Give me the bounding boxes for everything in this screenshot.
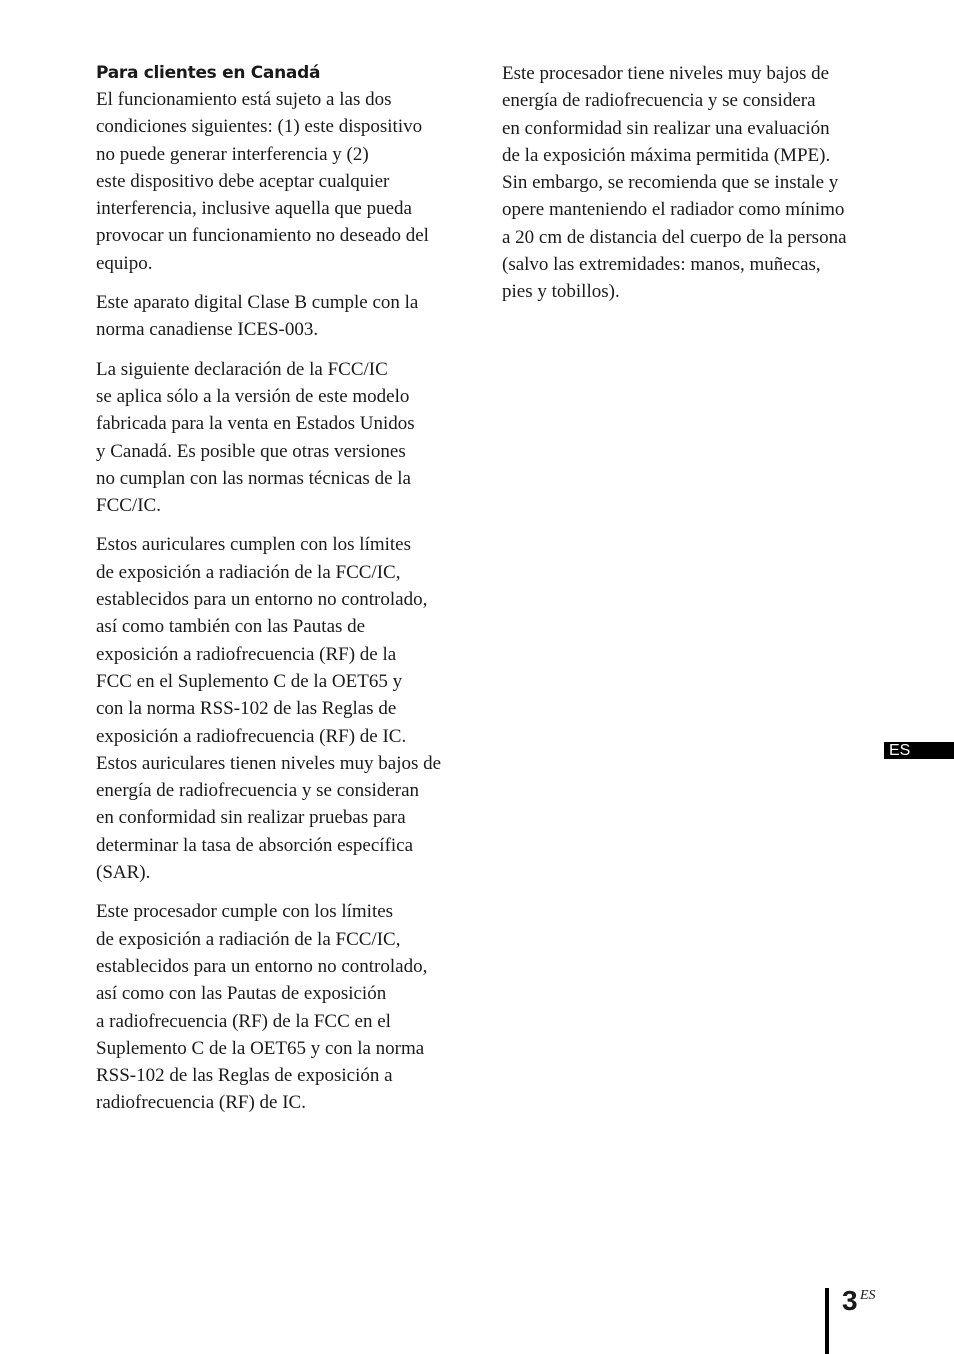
text-line: condiciones siguientes: (1) este dispositivo	[96, 116, 423, 138]
paragraph	[96, 289, 468, 344]
text-line: a 20 cm de distancia del cuerpo de la persona	[502, 226, 847, 248]
text-line: y Canadá. Es posible que otras versiones	[96, 440, 406, 462]
text-line: se aplica sólo a la versión de este modelo	[96, 385, 410, 407]
text-line: Este procesador cumple con los límites	[96, 901, 394, 923]
text-line: a radiofrecuencia (RF) de la FCC en el	[96, 1010, 391, 1032]
text-line: determinar la tasa de absorción específica	[96, 834, 414, 856]
text-line: equipo.	[96, 252, 153, 274]
section-heading: Para clientes en Canadá	[96, 63, 321, 83]
text-line: de la exposición máxima permitida (MPE).	[502, 144, 831, 166]
text-line: de exposición a radiación de la FCC/IC,	[96, 928, 401, 950]
text-line: Este procesador tiene niveles muy bajos de	[502, 63, 830, 84]
text-line: FCC/IC.	[96, 495, 161, 517]
text-line: de exposición a radiación de la FCC/IC,	[96, 561, 401, 583]
right-paragraphs	[502, 60, 882, 306]
text-line: El funcionamiento está sujeto a las dos	[96, 89, 392, 110]
text-line: Este aparato digital Clase B cumple con la	[96, 292, 419, 314]
text-line: opere manteniendo el radiador como mínimo	[502, 199, 845, 221]
text-line: (salvo las extremidades: manos, muñecas,	[502, 254, 821, 276]
paragraph	[96, 356, 468, 520]
text-line: La siguiente declaración de la FCC/IC	[96, 358, 388, 380]
text-line: establecidos para un entorno no controlado,	[96, 955, 428, 977]
page-number-suffix: ES	[860, 1288, 876, 1303]
text-line: fabricada para la venta en Estados Unidos	[96, 413, 415, 435]
text-line: norma canadiense ICES-003.	[96, 319, 319, 341]
text-line: exposición a radiofrecuencia (RF) de IC.	[96, 725, 407, 747]
text-line: interferencia, inclusive aquella que pueda	[96, 198, 412, 220]
text-line: en conformidad sin realizar pruebas para	[96, 807, 406, 829]
text-line: Estos auriculares cumplen con los límites	[96, 534, 412, 556]
text-line: Estos auriculares tienen niveles muy bajos de	[96, 752, 442, 774]
text-line: exposición a radiofrecuencia (RF) de la	[96, 643, 397, 665]
text-line: radiofrecuencia (RF) de IC.	[96, 1092, 306, 1114]
text-line: no puede generar interferencia y (2)	[96, 143, 369, 165]
text-line: así como con las Pautas de exposición	[96, 983, 387, 1005]
text-line: FCC en el Suplemento C de la OET65 y	[96, 670, 403, 692]
text-line: no cumplan con las normas técnicas de la	[96, 467, 411, 489]
language-tab: ES	[884, 742, 954, 759]
text-line: provocar un funcionamiento no deseado del	[96, 225, 429, 247]
left-column	[96, 60, 468, 1117]
paragraph	[96, 86, 468, 277]
page-number: 3	[842, 1285, 858, 1316]
right-column	[502, 60, 882, 306]
text-line: Suplemento C de la OET65 y con la norma	[96, 1037, 425, 1059]
text-line: (SAR).	[96, 862, 151, 884]
paragraph	[502, 60, 882, 306]
text-line: Sin embargo, se recomienda que se instale y	[502, 172, 839, 194]
text-line: RSS-102 de las Reglas de exposición a	[96, 1065, 393, 1087]
paragraph	[96, 531, 468, 886]
text-line: establecidos para un entorno no controlado,	[96, 589, 428, 611]
text-line: energía de radiofrecuencia y se consideran	[96, 780, 420, 802]
left-paragraphs	[96, 86, 468, 1117]
text-line: este dispositivo debe aceptar cualquier	[96, 170, 390, 192]
paragraph	[96, 898, 468, 1116]
text-line: con la norma RSS-102 de las Reglas de	[96, 698, 397, 720]
text-line: en conformidad sin realizar una evaluación	[502, 117, 830, 139]
text-line: energía de radiofrecuencia y se considera	[502, 90, 816, 112]
page-number-rule	[825, 1288, 829, 1354]
text-line: así como también con las Pautas de	[96, 616, 366, 638]
text-line: pies y tobillos).	[502, 281, 620, 303]
